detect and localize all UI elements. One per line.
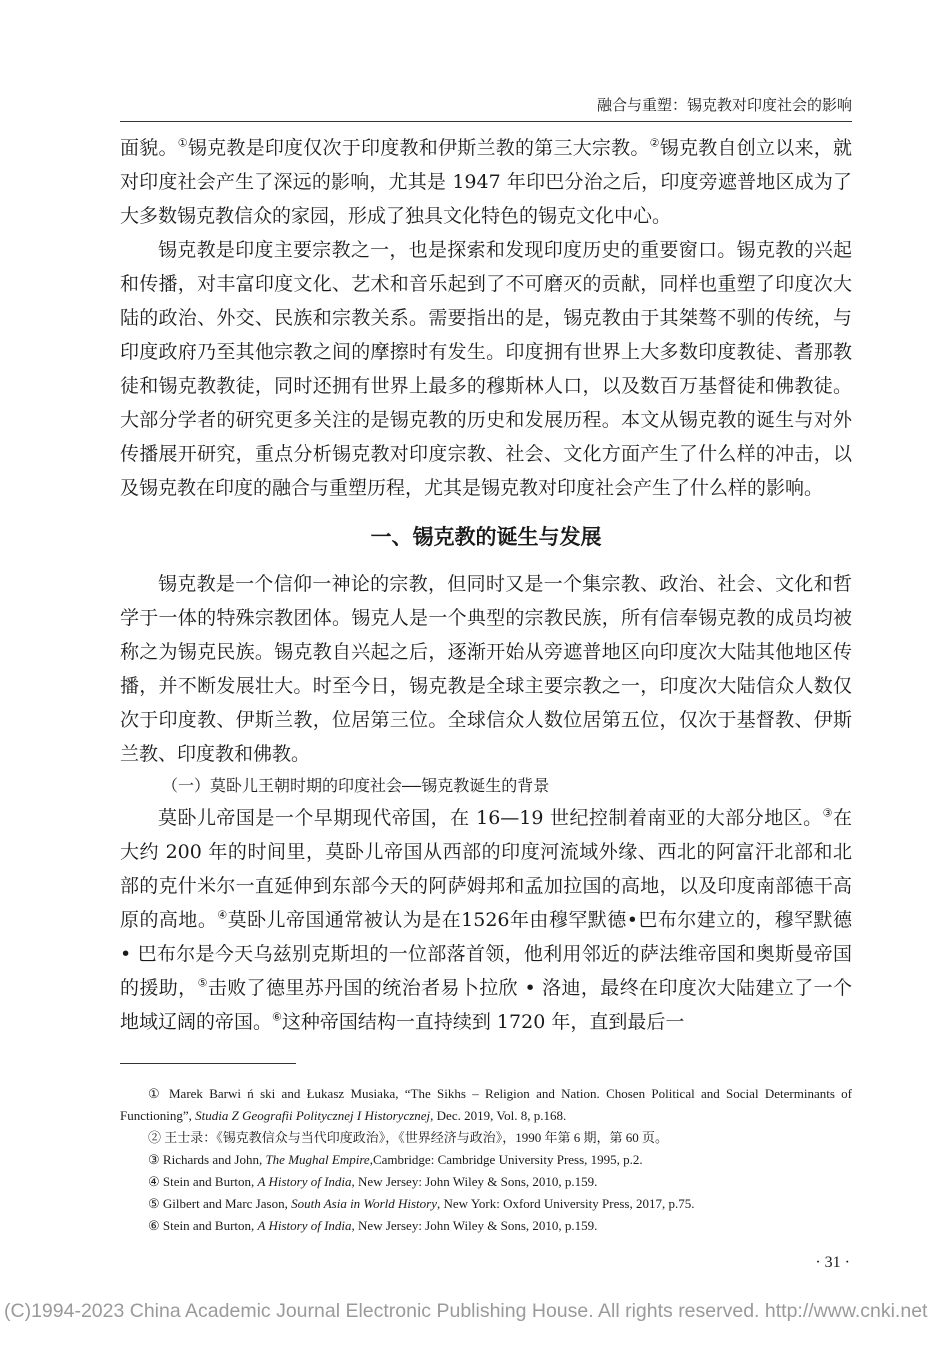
footnotes (120, 1083, 852, 1237)
copyright-watermark: (C)1994-2023 China Academic Journal Electronic Publishing House. All rights reserved. http://www.cnki.net (4, 1300, 928, 1322)
footnote-ref-4[interactable]: ④ (217, 908, 228, 922)
footnote-2: ② 王士录：《锡克教信众与当代印度政治》，《世界经济与政治》，1990 年第 6 期，第 60 页。 (148, 1130, 669, 1145)
section-heading: 一、锡克教的诞生与发展 (370, 525, 602, 549)
page-number: · 31 · (815, 1254, 850, 1271)
subsection-heading: （一）莫卧儿王朝时期的印度社会——锡克教诞生的背景 (162, 776, 550, 795)
footnote-divider (120, 1063, 296, 1064)
footnote-ref-3[interactable]: ③ (822, 806, 833, 820)
footnote-1: ① Marek Barwi ń ski and Łukasz Musiaka, “The Sikhs – Religion and Nation. Chosen Political and Social Determinants of Functioning”, Studia Z Geografii Politycznej I Historycznej, Dec. 2019, Vol. 8, p.168. (120, 1086, 853, 1123)
paragraph-4: 莫卧儿帝国是一个早期现代帝国，在 16—19 世纪控制着南亚的大部分地区。③在大约 200 年的时间里，莫卧儿帝国从西部的印度河流域外缘、西北的阿富汗北部和北部的克什米尔一直延伸到东部今天的阿萨姆邦和孟加拉国的高地，以及印度南部德干高原的高地。④莫卧儿帝国通常被认为是在1526年由穆罕默德•巴布尔建立的，穆罕默德 • 巴布尔是今天乌兹别克斯坦的一位部落首领，他利用邻近的萨法维帝国和奥斯曼帝国的援助，⑤击败了德里苏丹国的统治者易卜拉欣 • 洛迪，最终在印度次大陆建立了一个地域辽阔的帝国。⑥这种帝国结构一直持续到 1720 年，直到最后一 (120, 806, 852, 1033)
paragraph-2: 锡克教是印度主要宗教之一，也是探索和发现印度历史的重要窗口。锡克教的兴起和传播，对丰富印度文化、艺术和音乐起到了不可磨灭的贡献，同样也重塑了印度次大陆的政治、外交、民族和宗教关系。需要指出的是，锡克教由于其桀骜不驯的传统，与印度政府乃至其他宗教之间的摩擦时有发生。印度拥有世界上大多数印度教徒、耆那教徒和锡克教教徒，同时还拥有世界上最多的穆斯林人口，以及数百万基督徒和佛教徒。大部分学者的研究更多关注的是锡克教的历史和发展历程。本文从锡克教的诞生与对外传播展开研究，重点分析锡克教对印度宗教、社会、文化方面产生了什么样的冲击，以及锡克教在印度的融合与重塑历程，尤其是锡克教对印度社会产生了什么样的影响。 (120, 239, 852, 499)
footnote-3: ③ Richards and John, The Mughal Empire,Cambridge: Cambridge University Press, 1995, p.2. (148, 1152, 643, 1167)
footnote-ref-2[interactable]: ② (649, 136, 660, 150)
article-body (120, 131, 852, 1039)
footnote-6: ⑥ Stein and Burton, A History of India, New Jersey: John Wiley & Sons, 2010, p.159. (148, 1218, 598, 1233)
paragraph-1: 面貌。①锡克教是印度仅次于印度教和伊斯兰教的第三大宗教。②锡克教自创立以来，就对印度社会产生了深远的影响，尤其是 1947 年印巴分治之后，印度旁遮普地区成为了大多数锡克教信众的家园，形成了独具文化特色的锡克文化中心。 (120, 136, 852, 227)
paragraph-3: 锡克教是一个信仰一神论的宗教，但同时又是一个集宗教、政治、社会、文化和哲学于一体的特殊宗教团体。锡克人是一个典型的宗教民族，所有信奉锡克教的成员均被称之为锡克民族。锡克教自兴起之后，逐渐开始从旁遮普地区向印度次大陆其他地区传播，并不断发展壮大。时至今日，锡克教是全球主要宗教之一，印度次大陆信众人数仅次于印度教、伊斯兰教，位居第三位。全球信众人数位居第五位，仅次于基督教、伊斯兰教、印度教和佛教。 (120, 573, 852, 765)
running-header: 融合与重塑：锡克教对印度社会的影响 (596, 96, 852, 114)
footnote-ref-6[interactable]: ⑥ (272, 1010, 282, 1024)
footnote-5: ⑤ Gilbert and Marc Jason, South Asia in World History, New York: Oxford University Press, 2017, p.75. (148, 1196, 695, 1211)
footnote-ref-1[interactable]: ① (177, 136, 188, 150)
footnote-ref-5[interactable]: ⑤ (197, 976, 208, 990)
footnote-4: ④ Stein and Burton, A History of India, New Jersey: John Wiley & Sons, 2010, p.159. (148, 1174, 598, 1189)
header-divider (120, 121, 852, 122)
